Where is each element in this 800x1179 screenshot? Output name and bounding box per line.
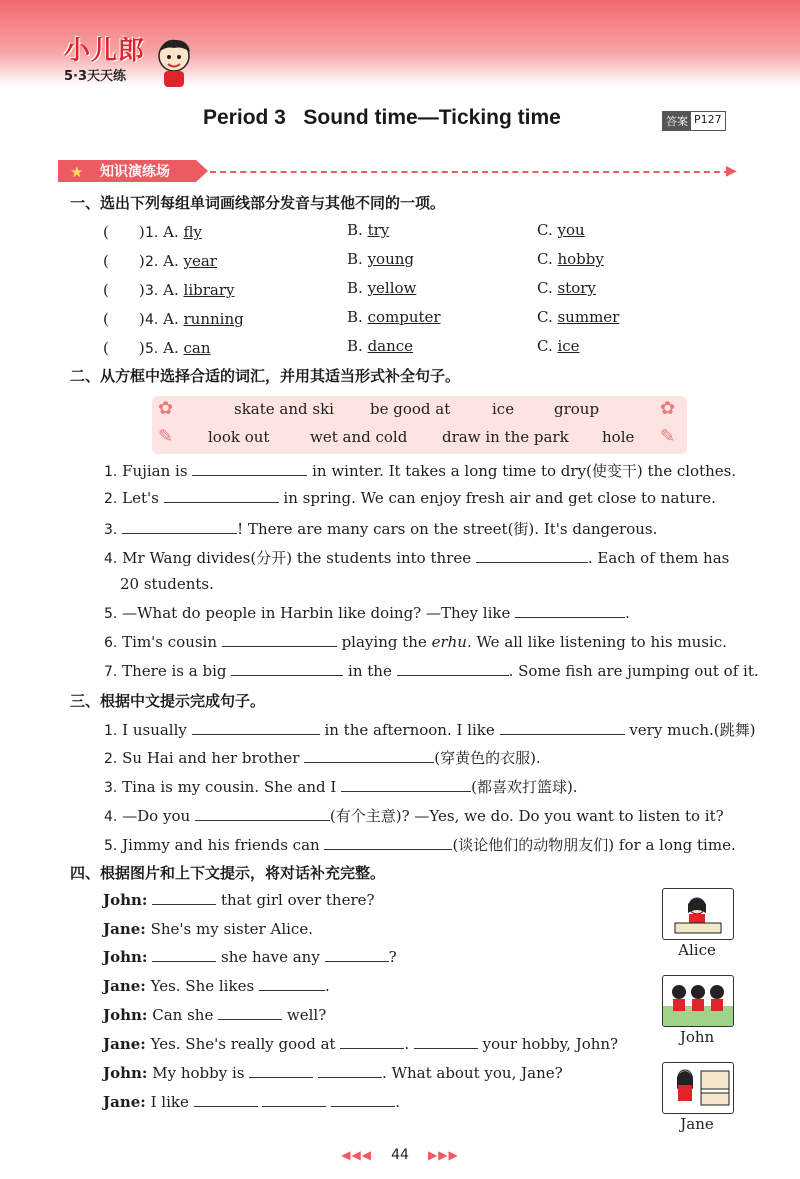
answer-blank[interactable] — [194, 1105, 258, 1107]
dialogue-line: John: she have any ? — [103, 948, 397, 966]
arrow-left-icon: ◀◀◀ — [341, 1148, 372, 1162]
jane-piano-picture — [662, 1062, 734, 1114]
option-a: A. running — [163, 310, 244, 328]
answer-blank[interactable] — [222, 645, 337, 647]
answer-blank[interactable] — [304, 761, 434, 763]
word-option: hole — [602, 428, 635, 446]
answer-reference — [662, 111, 726, 131]
answer-blank[interactable] — [195, 819, 330, 821]
answer-blank[interactable] — [476, 561, 588, 563]
answer-blank[interactable] — [262, 1105, 326, 1107]
part4-heading: 四、根据图片和上下文提示，将对话补充完整。 — [70, 864, 386, 882]
candy-icon: ✎ — [660, 426, 676, 447]
answer-blank[interactable] — [318, 1076, 382, 1078]
p2-sentence-2: 2. Let's in spring. We can enjoy fresh air and get close to nature. — [104, 489, 716, 507]
page-number: 44 — [391, 1147, 409, 1163]
word-option: group — [554, 400, 600, 418]
dialogue-line: John: Can she well? — [103, 1006, 327, 1024]
flower-icon: ✿ — [660, 398, 676, 419]
answer-page: P127 — [694, 113, 722, 126]
option-a: A. can — [163, 339, 211, 357]
star-icon: ★ — [70, 163, 84, 181]
option-c: C. hobby — [537, 250, 604, 268]
answer-blank[interactable] — [152, 903, 216, 905]
option-c: C. ice — [537, 337, 580, 355]
answer-blank[interactable] — [192, 474, 307, 476]
p3-sentence-5: 5. Jimmy and his friends can (谈论他们的动物朋友们) for a long time. — [104, 836, 736, 854]
p2-sentence-1: 1. Fujian is in winter. It takes a long time to dry(使变干) the clothes. — [104, 462, 737, 480]
p1-question: ( )5. A. can B. dance C. ice — [103, 337, 580, 357]
part2-heading: 二、从方框中选择合适的词汇，并用其适当形式补全句子。 — [70, 367, 461, 385]
p1-question: ( )1. A. fly B. try C. you — [103, 221, 585, 241]
arrow-right-icon: ▶ — [726, 163, 737, 179]
answer-blank[interactable] — [515, 616, 625, 618]
option-a: A. year — [163, 252, 217, 270]
option-b: B. try — [347, 221, 390, 239]
word-option: be good at — [370, 400, 451, 418]
p3-sentence-2: 2. Su Hai and her brother (穿黄色的衣服). — [104, 749, 541, 767]
section-tag — [58, 160, 208, 182]
answer-blank[interactable] — [324, 848, 452, 850]
answer-bracket[interactable]: ( ) — [103, 252, 145, 270]
page-title: Period 3 Sound time—Ticking time — [203, 106, 561, 129]
section-tag-label: 知识演练场 — [100, 164, 170, 180]
answer-blank[interactable] — [249, 1076, 313, 1078]
part3-heading: 三、根据中文提示完成句子。 — [70, 692, 266, 710]
answer-blank[interactable] — [325, 960, 389, 962]
picture-caption: John — [679, 1028, 715, 1046]
word-option: wet and cold — [310, 428, 408, 446]
option-a: A. library — [163, 281, 235, 299]
option-a: A. fly — [163, 223, 202, 241]
brand-logo — [64, 30, 145, 84]
answer-bracket[interactable]: ( ) — [103, 339, 145, 357]
arrow-right-icon: ▶▶▶ — [428, 1148, 459, 1162]
flower-icon: ✿ — [158, 398, 174, 419]
page-footer — [0, 1144, 800, 1163]
word-option: ice — [492, 400, 515, 418]
p1-question: ( )2. A. year B. young C. hobby — [103, 250, 604, 270]
p1-question: ( )4. A. running B. computer C. summer — [103, 308, 620, 328]
answer-bracket[interactable]: ( ) — [103, 310, 145, 328]
option-b: B. yellow — [347, 279, 417, 297]
p3-sentence-4: 4. —Do you (有个主意)? —Yes, we do. Do you want to listen to it? — [104, 807, 724, 825]
answer-blank[interactable] — [259, 989, 325, 991]
option-c: C. you — [537, 221, 585, 239]
john-football-picture — [662, 975, 734, 1027]
word-option: draw in the park — [442, 428, 569, 446]
p1-question: ( )3. A. library B. yellow C. story — [103, 279, 596, 299]
option-c: C. summer — [537, 308, 620, 326]
logo-main-text: 小儿郎 — [64, 36, 146, 66]
logo-sub-text: 5·3天天练 — [64, 69, 127, 84]
mascot-icon — [152, 36, 196, 88]
answer-bracket[interactable]: ( ) — [103, 223, 145, 241]
p2-sentence-4: 4. Mr Wang divides(分开) the students into three . Each of them has — [104, 549, 730, 567]
p2-sentence-3: 3. ! There are many cars on the street(街). It's dangerous. — [104, 520, 658, 538]
dialogue-line: John: that girl over there? — [103, 891, 375, 909]
p2-sentence-4-cont: 20 students. — [120, 575, 214, 593]
option-b: B. young — [347, 250, 414, 268]
answer-blank[interactable] — [414, 1047, 478, 1049]
answer-label: 答案 — [663, 112, 691, 130]
picture-caption: Alice — [678, 941, 716, 959]
dialogue-line: Jane: Yes. She likes . — [103, 977, 330, 995]
p2-sentence-6: 6. Tim's cousin playing the erhu. We all like listening to his music. — [104, 633, 727, 651]
word-option: skate and ski — [234, 400, 334, 418]
picture-caption: Jane — [680, 1115, 714, 1133]
dialogue-line: Jane: She's my sister Alice. — [103, 920, 313, 938]
word-box — [152, 396, 687, 454]
answer-blank[interactable] — [397, 674, 509, 676]
part1-heading: 一、选出下列每组单词画线部分发音与其他不同的一项。 — [70, 194, 446, 212]
answer-bracket[interactable]: ( ) — [103, 281, 145, 299]
p3-sentence-1: 1. I usually in the afternoon. I like very much.(跳舞) — [104, 721, 756, 739]
option-c: C. story — [537, 279, 596, 297]
alice-drawing-picture — [662, 888, 734, 940]
answer-blank[interactable] — [341, 790, 471, 792]
option-b: B. computer — [347, 308, 441, 326]
answer-blank[interactable] — [218, 1018, 282, 1020]
answer-blank[interactable] — [500, 733, 625, 735]
dialogue-line: Jane: I like . — [103, 1093, 400, 1111]
answer-blank[interactable] — [122, 532, 237, 534]
dialogue-line: John: My hobby is . What about you, Jane? — [103, 1064, 563, 1082]
divider — [210, 171, 730, 173]
answer-blank[interactable] — [164, 501, 279, 503]
answer-blank[interactable] — [152, 960, 216, 962]
p3-sentence-3: 3. Tina is my cousin. She and I (都喜欢打篮球). — [104, 778, 578, 796]
word-option: look out — [208, 428, 270, 446]
candy-icon: ✎ — [158, 426, 174, 447]
answer-blank[interactable] — [331, 1105, 395, 1107]
answer-blank[interactable] — [192, 733, 320, 735]
answer-blank[interactable] — [340, 1047, 404, 1049]
answer-blank[interactable] — [231, 674, 343, 676]
option-b: B. dance — [347, 337, 414, 355]
p2-sentence-7: 7. There is a big in the . Some fish are jumping out of it. — [104, 662, 759, 680]
p2-sentence-5: 5. —What do people in Harbin like doing? —They like . — [104, 604, 630, 622]
dialogue-line: Jane: Yes. She's really good at . your hobby, John? — [103, 1035, 619, 1053]
